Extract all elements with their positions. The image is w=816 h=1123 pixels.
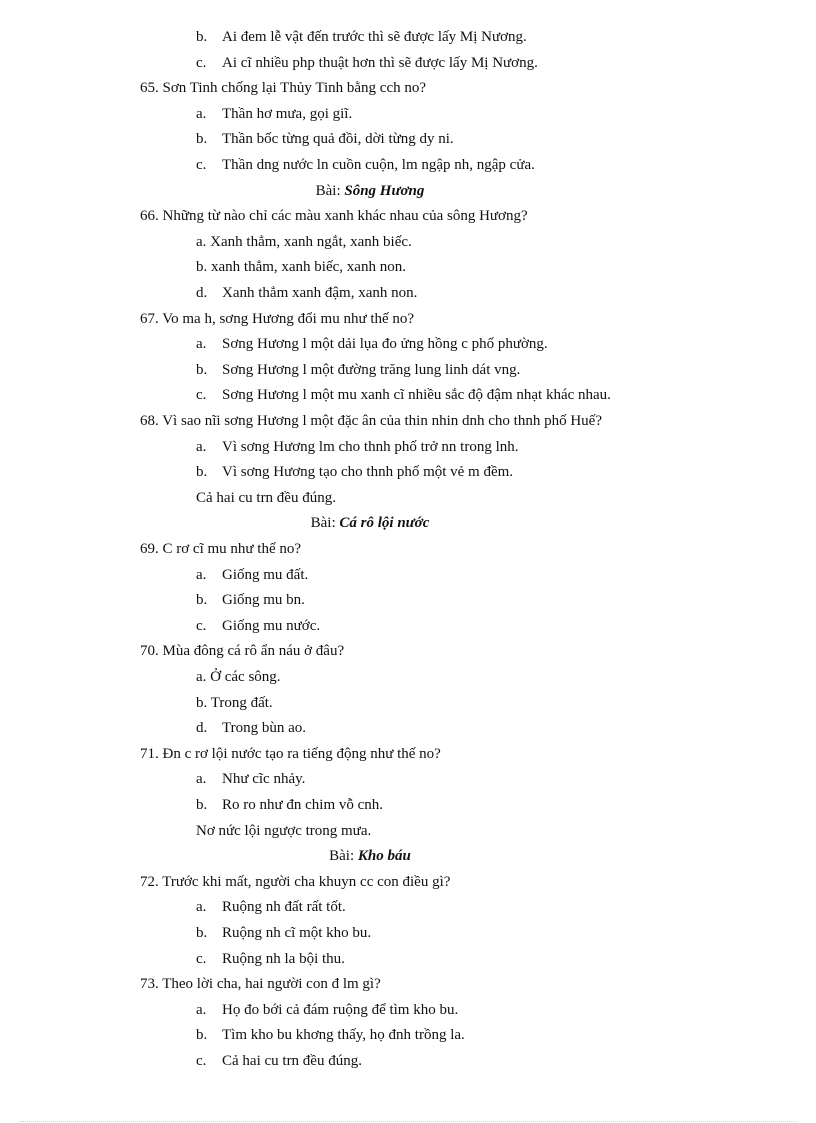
- option-letter: a.: [196, 439, 207, 455]
- option-letter: b.: [196, 925, 208, 941]
- option-text: Xanh thẳm xanh đậm, xanh non.: [222, 285, 418, 301]
- answer-option: [196, 361, 520, 379]
- option-letter: a.: [196, 106, 207, 122]
- answer-option: [196, 130, 454, 148]
- question: 66. Những từ nào chỉ các màu xanh khác nhau của sông Hương?: [140, 208, 528, 224]
- question: 68. Vì sao nĩi sơng Hương l một đặc ân của thin nhin dnh cho thnh phố Huế?: [140, 413, 602, 429]
- answer-option: [196, 898, 346, 916]
- option-text: Sơng Hương l một mu xanh cĩ nhiều sắc độ đậm nhạt khác nhau.: [222, 387, 611, 403]
- option-text: Giống mu đất.: [222, 567, 309, 583]
- option-text: Trong bùn ao.: [222, 720, 307, 736]
- page-bottom-rule: [20, 1121, 796, 1122]
- option-text: Ro ro như đn chim vỗ cnh.: [222, 797, 384, 813]
- answer-option: [196, 105, 352, 123]
- option-text: Tìm kho bu khơng thấy, họ đnh trồng la.: [222, 1027, 465, 1043]
- option-letter: a.: [196, 771, 207, 787]
- option-text: Vì sơng Hương lm cho thnh phố trở nn trong lnh.: [222, 439, 519, 455]
- option-text: Vì sơng Hương tạo cho thnh phố một vẻ m đềm.: [222, 464, 514, 480]
- option-text: Ai đem lễ vật đến trước thì sẽ được lấy Mị Nương.: [222, 29, 527, 45]
- option-text: Ruộng nh cĩ một kho bu.: [222, 925, 372, 941]
- question: 71. Đn c rơ lội nước tạo ra tiếng động như thế no?: [140, 746, 441, 762]
- answer-option: [196, 386, 611, 404]
- question: 65. Sơn Tinh chống lại Thủy Tinh bằng cch no?: [140, 80, 427, 96]
- question: 70. Mùa đông cá rô ẩn náu ở đâu?: [140, 643, 345, 659]
- answer-option: [196, 28, 527, 46]
- option-letter: d.: [196, 285, 208, 301]
- answer-option: [196, 54, 538, 72]
- answer-option: [196, 591, 305, 609]
- answer-option: [196, 1001, 458, 1019]
- option-letter: c.: [196, 951, 207, 967]
- option-letter: c.: [196, 157, 207, 173]
- option-letter: b.: [196, 29, 208, 45]
- question: 69. C rơ cĩ mu như thế no?: [140, 541, 302, 557]
- question: 72. Trước khi mất, người cha khuyn cc con điều gì?: [140, 874, 451, 890]
- answer-option: [196, 924, 371, 942]
- lesson-heading-title: Sông Hương: [344, 183, 425, 199]
- option-letter: d.: [196, 720, 208, 736]
- answer-option: [196, 1026, 465, 1044]
- option-text: Thần dng nước ln cuồn cuộn, lm ngập nh, ngập cửa.: [222, 157, 535, 173]
- option-text: Như cĩc nhảy.: [222, 771, 306, 787]
- lesson-heading: [0, 847, 740, 865]
- lesson-heading-prefix: Bài:: [315, 183, 341, 199]
- option-letter: a.: [196, 336, 207, 352]
- answer-option: [196, 566, 308, 584]
- answer-option: b. xanh thẳm, xanh biếc, xanh non.: [196, 259, 406, 275]
- option-letter: a.: [196, 899, 207, 915]
- option-letter: a.: [196, 567, 207, 583]
- lesson-heading: [0, 182, 740, 200]
- option-text: Giống mu bn.: [222, 592, 305, 608]
- option-letter: b.: [196, 797, 208, 813]
- answer-option: [196, 438, 519, 456]
- answer-option: [196, 1052, 362, 1070]
- answer-option: Cả hai cu trn đều đúng.: [196, 490, 336, 506]
- lesson-heading-prefix: Bài:: [329, 848, 355, 864]
- question: 67. Vo ma h, sơng Hương đổi mu như thế no?: [140, 311, 415, 327]
- lesson-heading-title: Kho báu: [357, 848, 411, 864]
- option-text: Sơng Hương l một đường trăng lung linh dát vng.: [222, 362, 521, 378]
- option-letter: c.: [196, 387, 207, 403]
- answer-option: [196, 335, 548, 353]
- answer-option: [196, 950, 345, 968]
- option-letter: a.: [196, 1002, 207, 1018]
- answer-option: [196, 796, 383, 814]
- option-letter: b.: [196, 592, 208, 608]
- answer-option: [196, 719, 306, 737]
- option-letter: c.: [196, 618, 207, 634]
- option-text: Sơng Hương l một dải lụa đo ửng hồng c phố phường.: [222, 336, 548, 352]
- question: 73. Theo lời cha, hai người con đ lm gì?: [140, 976, 381, 992]
- answer-option: [196, 156, 535, 174]
- option-letter: b.: [196, 131, 208, 147]
- answer-option: b. Trong đất.: [196, 695, 273, 711]
- option-text: Cả hai cu trn đều đúng.: [222, 1053, 362, 1069]
- option-letter: c.: [196, 1053, 207, 1069]
- lesson-heading-title: Cá rô lội nước: [339, 515, 430, 531]
- answer-option: [196, 770, 305, 788]
- option-text: Thần hơ mưa, gọi giĩ.: [222, 106, 353, 122]
- option-text: Ruộng nh la bội thu.: [222, 951, 345, 967]
- answer-option: a. Xanh thẳm, xanh ngắt, xanh biếc.: [196, 234, 412, 250]
- lesson-heading-prefix: Bài:: [310, 515, 336, 531]
- lesson-heading: [0, 514, 740, 532]
- option-letter: b.: [196, 464, 208, 480]
- answer-option: Nơ nức lội ngược trong mưa.: [196, 823, 372, 839]
- answer-option: [196, 617, 320, 635]
- answer-option: [196, 463, 513, 481]
- option-text: Giống mu nước.: [222, 618, 321, 634]
- option-text: Thần bốc từng quả đồi, dời từng dy ni.: [222, 131, 454, 147]
- option-text: Ai cĩ nhiều php thuật hơn thì sẽ được lấy Mị Nương.: [222, 55, 538, 71]
- option-text: Họ đo bới cả đám ruộng để tìm kho bu.: [222, 1002, 459, 1018]
- option-text: Ruộng nh đất rất tốt.: [222, 899, 346, 915]
- answer-option: [196, 284, 417, 302]
- option-letter: b.: [196, 1027, 208, 1043]
- option-letter: c.: [196, 55, 207, 71]
- answer-option: a. Ở các sông.: [196, 669, 281, 685]
- option-letter: b.: [196, 362, 208, 378]
